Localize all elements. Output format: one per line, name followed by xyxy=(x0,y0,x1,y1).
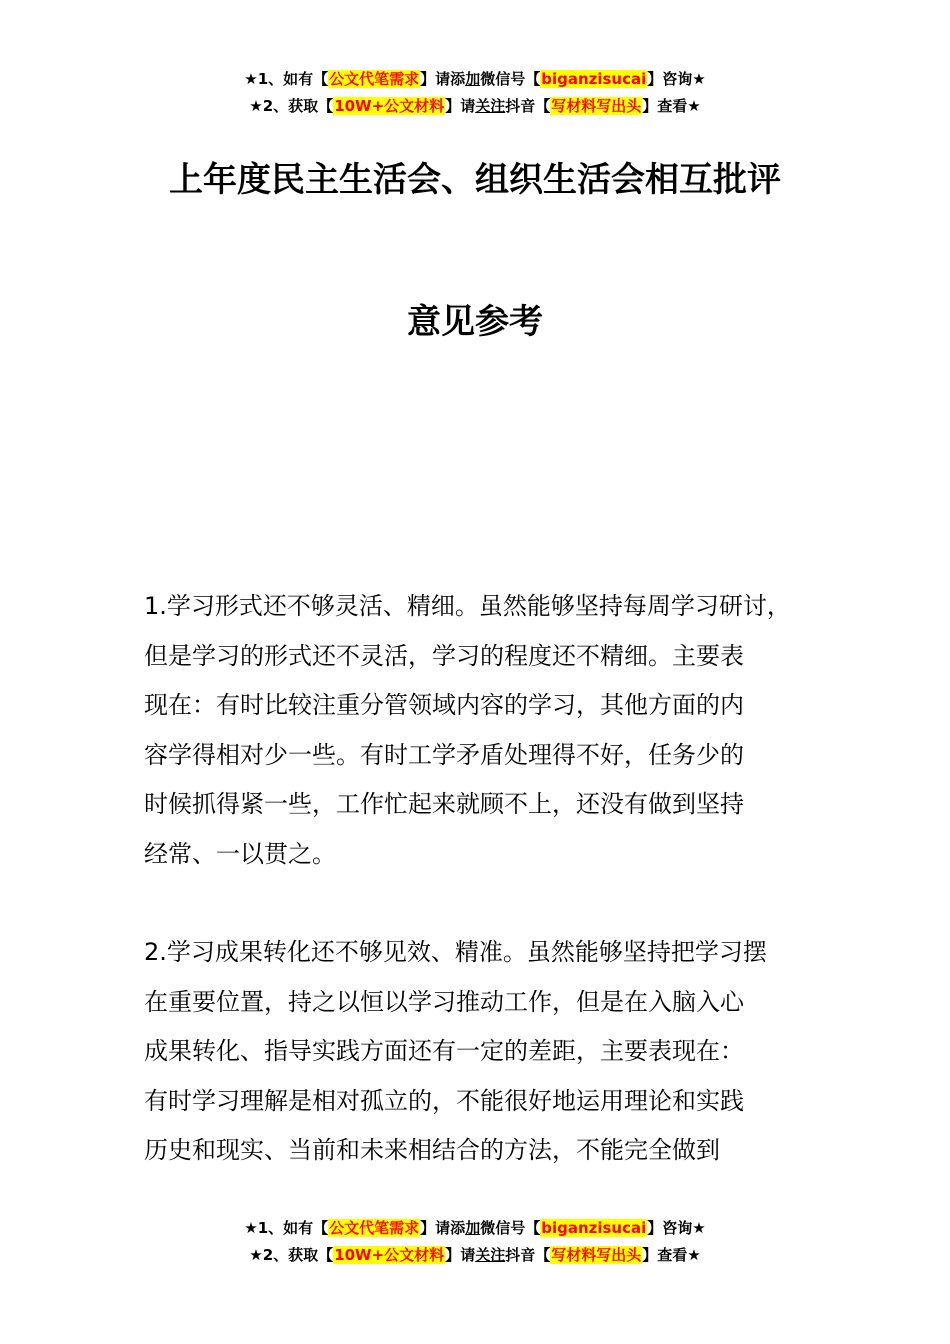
banner-text: 】请添 xyxy=(420,1219,466,1237)
banner-text: 抖音【 xyxy=(505,1246,551,1264)
banner-text: ★1、如有【 xyxy=(244,1219,329,1237)
banner-underline: 加 xyxy=(465,70,481,88)
banner-underline: 关注 xyxy=(475,1246,506,1264)
banner-text: 】查看★ xyxy=(642,1246,701,1264)
text-line: 但是学习的形式还不灵活，学习的程度还不精细。主要表 xyxy=(144,641,744,670)
text-line: 经常、一以贯之。 xyxy=(144,839,336,868)
footer-banner xyxy=(0,1215,950,1269)
banner-text: ★1、如有【 xyxy=(244,70,329,88)
banner-text: 】咨询★ xyxy=(647,70,706,88)
banner-highlight: 公文代笔需求 xyxy=(329,1219,420,1237)
header-banner xyxy=(0,66,950,120)
text-line: 历史和现实、当前和未来相结合的方法，不能完全做到 xyxy=(144,1136,720,1164)
page-title: 上年度民主生活会、组织生活会相互批评 xyxy=(169,160,781,200)
banner-line-2 xyxy=(0,93,950,120)
paragraph-2 xyxy=(144,928,824,1176)
banner-text: 】咨询★ xyxy=(647,1219,706,1237)
banner-underline: 关注 xyxy=(475,97,506,115)
banner-text: 】请 xyxy=(445,97,476,115)
banner-text: 】请添 xyxy=(420,70,466,88)
page-subtitle: 意见参考 xyxy=(407,302,543,342)
paragraph-1 xyxy=(144,582,824,879)
banner-highlight: 10W+公文材料 xyxy=(334,97,445,115)
banner-highlight: 写材料写出头 xyxy=(551,1246,642,1264)
banner-text: 微信号【 xyxy=(480,1219,541,1237)
text-line: 现在：有时比较注重分管领域内容的学习，其他方面的内 xyxy=(144,691,744,719)
banner-highlight: biganzisucai xyxy=(541,1219,647,1237)
banner-text: 】查看★ xyxy=(642,97,701,115)
text-line: 时候抓得紧一些，工作忙起来就顾不上，还没有做到坚持 xyxy=(144,790,744,818)
banner-text: 】请 xyxy=(445,1246,476,1264)
banner-line-1 xyxy=(0,1215,950,1242)
banner-highlight: biganzisucai xyxy=(541,70,647,88)
text-line: 2.学习成果转化还不够见效、精准。虽然能够坚持把学习摆 xyxy=(144,938,767,966)
text-line: 在重要位置，持之以恒以学习推动工作，但是在入脑入心 xyxy=(144,987,744,1016)
banner-highlight: 公文代笔需求 xyxy=(329,70,420,88)
banner-line-1 xyxy=(0,66,950,93)
text-line: 1.学习形式还不够灵活、精细。虽然能够坚持每周学习研讨， xyxy=(144,592,791,620)
text-line: 成果转化、指导实践方面还有一定的差距，主要表现在： xyxy=(144,1037,744,1065)
banner-text: 微信号【 xyxy=(480,70,541,88)
banner-text: ★2、获取【 xyxy=(249,1246,334,1264)
text-line: 有时学习理解是相对孤立的，不能很好地运用理论和实践 xyxy=(144,1086,744,1115)
text-line: 容学得相对少一些。有时工学矛盾处理得不好，任务少的 xyxy=(144,740,744,769)
banner-text: ★2、获取【 xyxy=(249,97,334,115)
banner-underline: 加 xyxy=(465,1219,481,1237)
banner-line-2 xyxy=(0,1242,950,1269)
banner-highlight: 10W+公文材料 xyxy=(334,1246,445,1264)
banner-highlight: 写材料写出头 xyxy=(551,97,642,115)
banner-text: 抖音【 xyxy=(505,97,551,115)
